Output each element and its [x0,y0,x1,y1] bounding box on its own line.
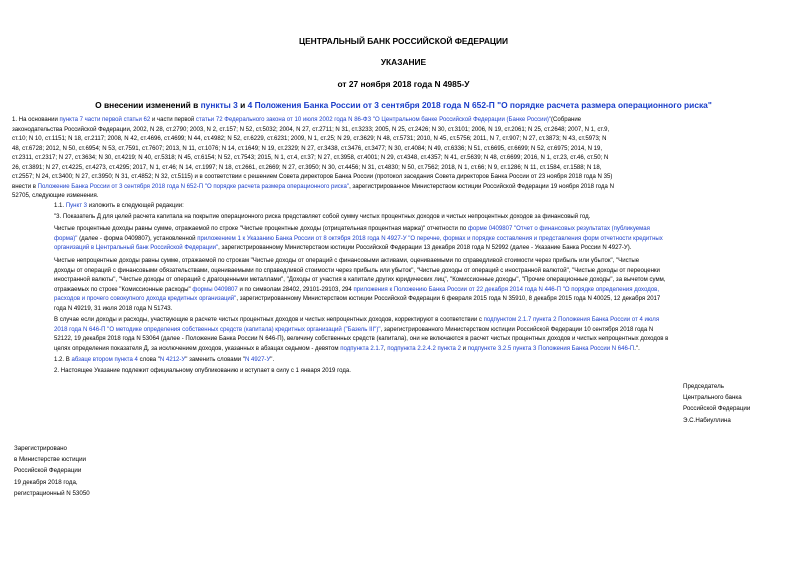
document-reference-link[interactable]: форме 0409807 "Отчет о финансовых результатах (публикуемая [467,226,650,232]
text-run: 1. На основании [12,117,60,123]
text-line [12,135,795,145]
text-line [54,295,795,305]
document-reference-link[interactable]: Положения Банка России от 3 сентября 2018 года N 652-П "О порядке расчета размера операционного риска" [252,100,712,110]
text-run: ст.2557; N 24, ст.3400; N 27, ст.3950; N 31, ст.4852; N 32, ст.5115) и в соответствии с решением Совета директоров Банка России (протокол заседания Совета директоров Банка России от 23 ноября 2018 года N 35) [12,174,613,181]
text-run: ". [270,357,275,363]
document-date-number: от 27 ноября 2018 года N 4985-У [337,79,470,89]
registration-line: 19 декабря 2018 года, [14,478,78,486]
signature-block [683,381,793,426]
text-run: , зарегистрированное Министерством юстиции Российской Федерации 19 ноября 2018 года N [349,183,614,190]
text-line [54,356,795,366]
text-run: "3. Показатель Д для целей расчета капитала на покрытие операционного риска представляет собой сумму чистых процентных доходов и чистых непроцентных доходов за финансовый год. [54,214,591,220]
document-reference-link[interactable]: подпунктом 2.1.7 пункта 2 Положения Банка России от 4 июля [483,317,660,323]
text-run: Чистые процентные доходы равны сумме, отражаемой по строке "Чистые процентные доходы (отрицательная процентная маржа)" отчетности по [54,226,468,232]
text-run: .". [634,345,640,352]
document-reference-link[interactable]: Пункт 3 [65,203,88,209]
text-run: ст.2311, ст.2317; N 27, ст.3634; N 30, ст.4219; N 40, ст.5318; N 45, ст.6154; N 52, ст.7543; 2015, N 1, ст.4, ст.37; N 27, ст.3958, ст.4001; N 29, ст.4348, ст.4357; N 41, ст.5639; N 48, ст.6699; 2016, N 1, ст.23, ст.46, ст.50; N [12,155,609,162]
text-line [12,183,795,193]
text-run: ст.10; N 10, ст.1151; N 18, ст.2117; 2008, N 42, ст.4696, ст.4699; N 44, ст.4982; N 52, ст.6229, ст.6231; 2009, N 1, ст.25; N 29, ст.3629; N 48, ст.5731; 2010, N 45, ст.5756; 2011, N 7, ст.907; N 27, ст.3873; N 43, ст.5973; N [12,136,607,143]
text-run: (далее - форма 0409807), установленной [77,235,198,242]
text-run: и по символам 28402, 29101-29103, 294 [237,286,354,293]
text-line [54,335,795,345]
document-reference-link[interactable]: пункты 3 [200,100,238,110]
paragraph-point-3 [12,213,795,223]
registration-block [14,443,214,499]
registration-line: Зарегистрировано [14,445,67,452]
text-line [54,345,795,355]
document-reference-link[interactable]: формы 0409807 [192,286,238,293]
text-line [54,367,795,377]
signature-line: Центрального банка [683,394,742,402]
document-reference-link[interactable]: 4 [247,100,253,110]
text-run: (Собрание [551,117,582,123]
document-reference-link[interactable]: организаций в Центральный банк Российской Федерации" [54,245,219,252]
document-title [0,100,807,110]
document-reference-link[interactable]: пункта 7 части первой статьи 62 [59,117,151,123]
text-run: целях определения показателя Д, за исключением доходов, указанных в абзацах седьмом - девятом [54,345,341,352]
text-line [54,202,795,212]
bank-name-heading: ЦЕНТРАЛЬНЫЙ БАНК РОССИЙСКОЙ ФЕДЕРАЦИИ [298,36,509,46]
text-line [54,225,795,235]
text-line [12,164,795,174]
text-run: внести в [12,183,38,190]
document-reference-link[interactable]: N 4927-У [244,357,271,363]
document-reference-link[interactable]: подпункте 3.2.5 пункта 3 Положения Банка России N 646-П [467,345,635,352]
document-reference-link[interactable]: подпункта 2.2.4.2 пункта 2 [387,345,461,352]
paragraph-1-2 [12,356,795,366]
paragraph-1-1 [12,202,795,212]
signature-name: Э.С.Набиуллина [683,416,731,424]
paragraph-net-interest-income [12,225,795,254]
document-type-heading: УКАЗАНИЕ [380,57,427,67]
text-line [54,316,795,326]
text-run: изложить в следующей редакции: [87,203,184,209]
text-line [54,257,795,267]
text-line [12,173,795,183]
text-line [54,286,795,296]
text-run: 2. Настоящее Указание подлежит официальному опубликованию и вступает в силу с 1 января 2019 года. [54,368,351,374]
paragraph-2-effective-date [12,367,795,377]
text-line [12,126,795,136]
text-run: Чистые непроцентные доходы равны сумме, отражаемой по строкам "Чистые доходы от операций с финансовыми активами, оцениваемыми по справедливой стоимости через прибыль или убыток", "Чистые [54,258,640,264]
document-reference-link[interactable]: Положение Банка России от 3 сентября 2018 года N 652-П "О порядке расчета размера операционного риска" [37,183,350,190]
text-run: и части первой [150,117,196,123]
text-run: 52122, 19 декабря 2018 года N 53064 (далее - Положение Банка России N 646-П), величину собственных средств (капитала), они не включаются в расчет чистых процентных доходов и чистых непроцентных доходов в [54,336,669,343]
paragraph-adjustments [12,316,795,354]
text-run: В случае если доходы и расходы, участвующие в расчете чистых процентных доходов и чистых непроцентных доходов, корректируют в соответствии с [54,317,484,323]
document-reference-link[interactable]: приложения к Положению Банка России от 22 декабря 2014 года N 446-П "О порядке определения доходов, [353,286,660,293]
paragraph-1 [12,116,795,202]
registration-line: Российской Федерации [14,467,82,475]
text-line [54,235,795,245]
text-line [54,305,795,315]
text-run: 26, ст.3891; N 27, ст.4225, ст.4273, ст.4295; 2017, N 1, ст.46; N 14, ст.1997; N 18, ст.2661, ст.2669; N 27, ст.3950; N 30, ст.4456; N 31, ст.4830; N 50, ст.7562; 2018, N 1, ст.66; N 9, ст.1286; N 11, ст.1584, ст.1588; N 18, [12,164,602,171]
text-line [12,116,795,126]
text-run: 1.1. [54,203,66,209]
text-run: , зарегистрированному Министерством юстиции Российской Федерации 6 февраля 2015 года N 35910, 8 декабря 2015 года N 40025, 12 декабря 2017 [236,296,661,303]
text-run: О внесении изменений в [95,100,201,110]
signature-line: Председатель [683,383,724,390]
signature-line: Российской Федерации [683,405,751,413]
document-reference-link[interactable]: N 4212-У [159,357,186,363]
paragraph-net-non-interest-income [12,257,795,314]
text-run: " заменить словами " [185,357,245,363]
text-run: отражаемых по строке "Комиссионные расходы" [54,286,193,293]
document-reference-link[interactable]: подпункта 2.1.7 [340,345,384,352]
text-line [54,213,795,223]
text-run: и [460,345,468,352]
document-reference-link[interactable]: приложением 1 к Указанию Банка России от 8 октября 2018 года N 4927-У "О перечне, формах и порядке составления и представления форм отчетности кредитных [197,235,663,242]
text-run: , зарегистрированного Министерством юстиции Российской Федерации 10 сентября 2018 года N [380,326,654,333]
document-reference-link[interactable]: статьи 72 Федерального закона от 10 июля 2002 года N 86-ФЗ "О Центральном банке Российской Федерации (Банке России)" [195,117,552,123]
text-run: 52705, следующие изменения. [12,193,99,200]
text-run: иностранной валюты", "Чистые доходы от операций с драгоценными металлами", "Доходы от участия в капитале других юридических лиц", "Комиссионные доходы", "Прочие операционные доходы", за вычетом сумм, [54,277,666,284]
text-line [12,154,795,164]
text-run: , [383,345,388,352]
text-line [12,145,795,155]
text-run: 48, ст.6728; 2012, N 50, ст.6954; N 53, ст.7591, ст.7607; 2013, N 11, ст.1076; N 14, ст.1649; N 19, ст.2329; N 27, ст.3438, ст.3476, ст.3477; N 30, ст.4084; N 49, ст.6336; N 51, ст.6695, ст.6699; N 52, ст.6975; 2014, N 19, [12,145,603,152]
text-run: законодательства Российской Федерации, 2002, N 28, ст.2790; 2003, N 2, ст.157; N 52, ст.5032; 2004, N 27, ст.2711; N 31, ст.3233; 2005, N 25, ст.2426; N 30, ст.3101; 2006, N 19, ст.2061; N 25, ст.2648; 2007, N 1, ст.9, [12,126,610,133]
text-line [12,192,795,202]
document-reference-link[interactable]: расходов и прочего совокупного дохода кредитных организаций" [54,296,237,303]
text-line [54,276,795,286]
text-run: слова " [137,357,160,363]
document-reference-link[interactable]: 2018 года N 646-П "О методике определения собственных средств (капитала) кредитных организаций ("Базель III")" [54,326,381,333]
registration-number: регистрационный N 53050 [14,489,90,497]
text-line [54,244,795,254]
text-line [54,267,795,277]
registration-line: в Министерстве юстиции [14,456,87,464]
text-run: года N 49219, 31 июля 2018 года N 51743. [54,305,173,312]
text-run: доходы от операций с финансовыми обязательствами, оцениваемыми по справедливой стоимости через прибыль или убыток", "Чистые доходы от операций с иностранной валютой", "Чистые доходы от переоценки [54,267,660,274]
text-run: и [237,100,248,110]
text-run: 1.2. В [54,357,72,363]
document-reference-link[interactable]: абзаце втором пункта 4 [71,357,138,363]
text-run: , зарегистрированному Министерством юстиции Российской Федерации 13 декабря 2018 года N 52992 (далее - Указание Банка России N 4927-У). [218,245,632,252]
text-line [54,326,795,336]
document-reference-link[interactable]: форма)" [54,235,78,242]
